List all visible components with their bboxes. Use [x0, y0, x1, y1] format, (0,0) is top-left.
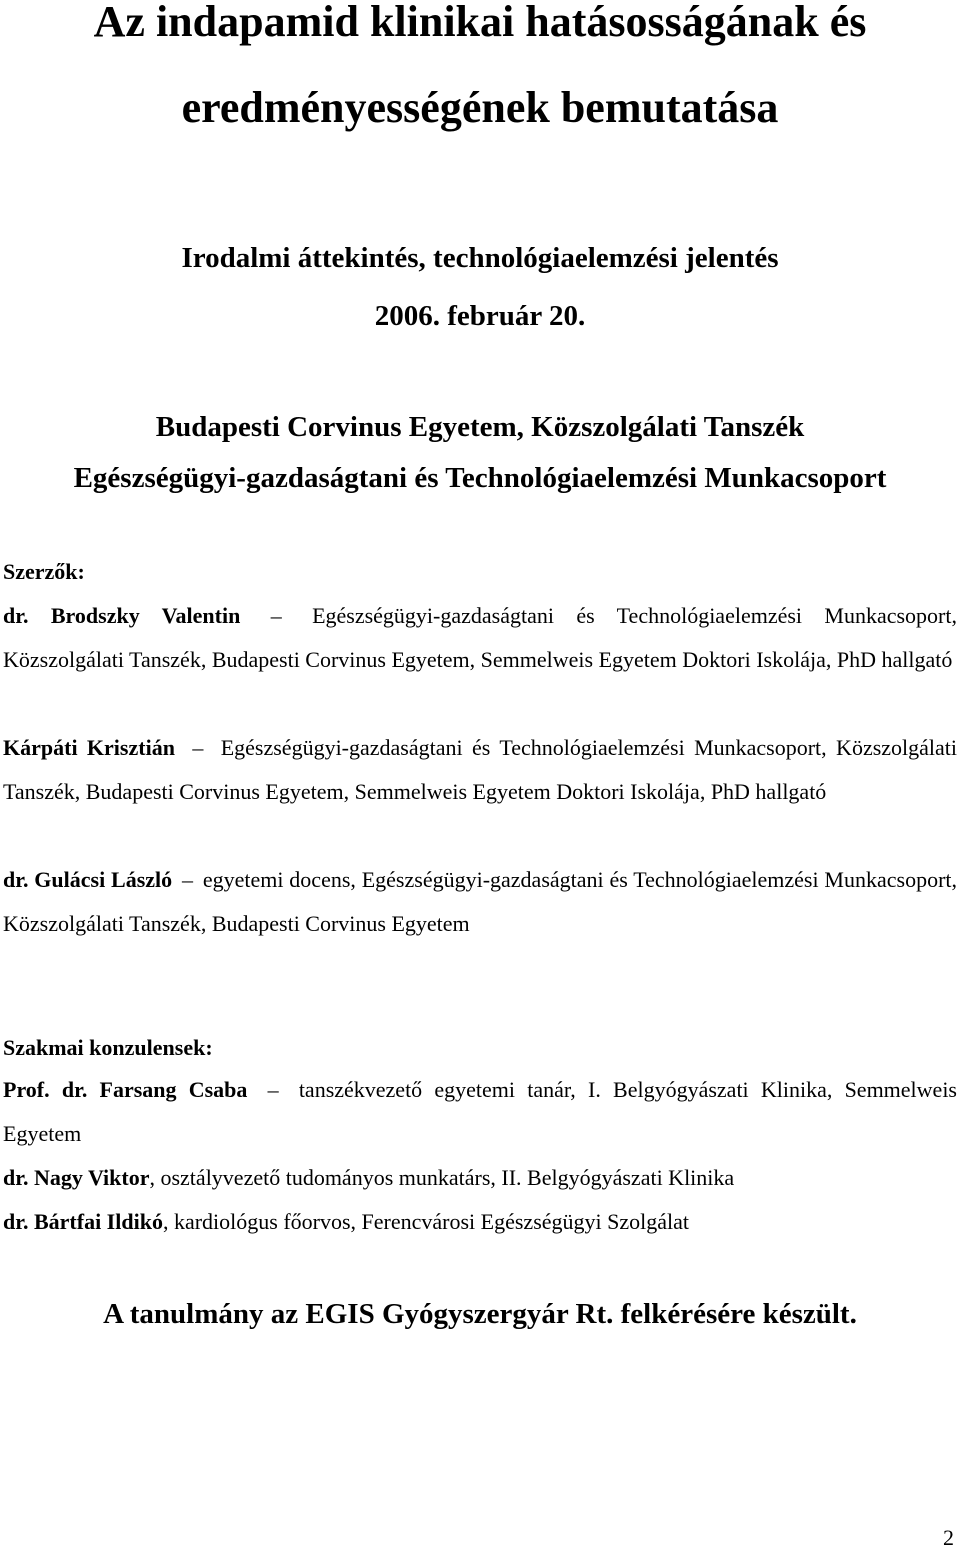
- consultants-label: Szakmai konzulensek:: [3, 1035, 213, 1060]
- author-description: egyetemi docens, Egészségügyi-gazdaságtani és Technológiaelemzési Munkacsoport, Közszolgálati Tanszék, Budapesti Corvinus Egyetem: [3, 867, 958, 936]
- commission-statement: A tanulmány az EGIS Gyógyszergyár Rt. felkérésére készült.: [103, 1298, 857, 1330]
- document-title-line-1: Az indapamid klinikai hatásosságának és: [93, 0, 867, 46]
- author-entry: [3, 858, 957, 946]
- consultant-description: kardiológus főorvos, Ferencvárosi Egészségügyi Szolgálat: [173, 1209, 689, 1234]
- consultant-entry: [3, 1068, 957, 1156]
- consultant-description: tanszékvezető egyetemi tanár, I. Belgyógyászati Klinika, Semmelweis Egyetem: [3, 1077, 957, 1146]
- author-dash: –: [192, 735, 204, 760]
- author-description: Egészségügyi-gazdaságtani és Technológiaelemzési Munkacsoport, Közszolgálati Tanszék, Budapesti Corvinus Egyetem, Semmelweis Egyetem Doktori Iskolája, PhD hallgató: [3, 735, 958, 804]
- document-title-line-2: eredményességének bemutatása: [181, 83, 779, 132]
- consultant-description: osztályvezető tudományos munkatárs, II. Belgyógyászati Klinika: [160, 1165, 735, 1190]
- page-number: 2: [943, 1525, 954, 1550]
- author-entry: [3, 726, 957, 814]
- author-dash: –: [182, 867, 193, 892]
- author-description: Egészségügyi-gazdaságtani és Technológiaelemzési Munkacsoport, Közszolgálati Tanszék, Budapesti Corvinus Egyetem, Semmelweis Egyetem Doktori Iskolája, PhD hallgató: [3, 603, 957, 672]
- author-dash: –: [270, 603, 282, 628]
- consultant-name: Prof. dr. Farsang Csaba: [3, 1077, 248, 1102]
- institution-line-2: Egészségügyi-gazdaságtani és Technológiaelemzési Munkacsoport: [73, 462, 887, 494]
- institution-line-1: Budapesti Corvinus Egyetem, Közszolgálati Tanszék: [155, 411, 805, 443]
- author-name: dr. Brodszky Valentin: [3, 603, 241, 628]
- consultant-name: dr. Bártfai Ildikó: [3, 1209, 163, 1234]
- consultant-entry: [3, 1200, 957, 1244]
- consultant-entry: [3, 1156, 957, 1200]
- consultant-separator: ,: [162, 1209, 169, 1234]
- document-date: 2006. február 20.: [374, 300, 586, 332]
- consultant-name: dr. Nagy Viktor: [3, 1165, 150, 1190]
- author-name: dr. Gulácsi László: [3, 867, 173, 892]
- author-name: Kárpáti Krisztián: [3, 735, 175, 760]
- document-subtitle: Irodalmi áttekintés, technológiaelemzési jelentés: [181, 242, 779, 274]
- consultant-separator: ,: [149, 1165, 155, 1190]
- authors-label: Szerzők:: [3, 559, 85, 584]
- consultant-dash: –: [267, 1077, 279, 1102]
- author-entry: [3, 594, 957, 682]
